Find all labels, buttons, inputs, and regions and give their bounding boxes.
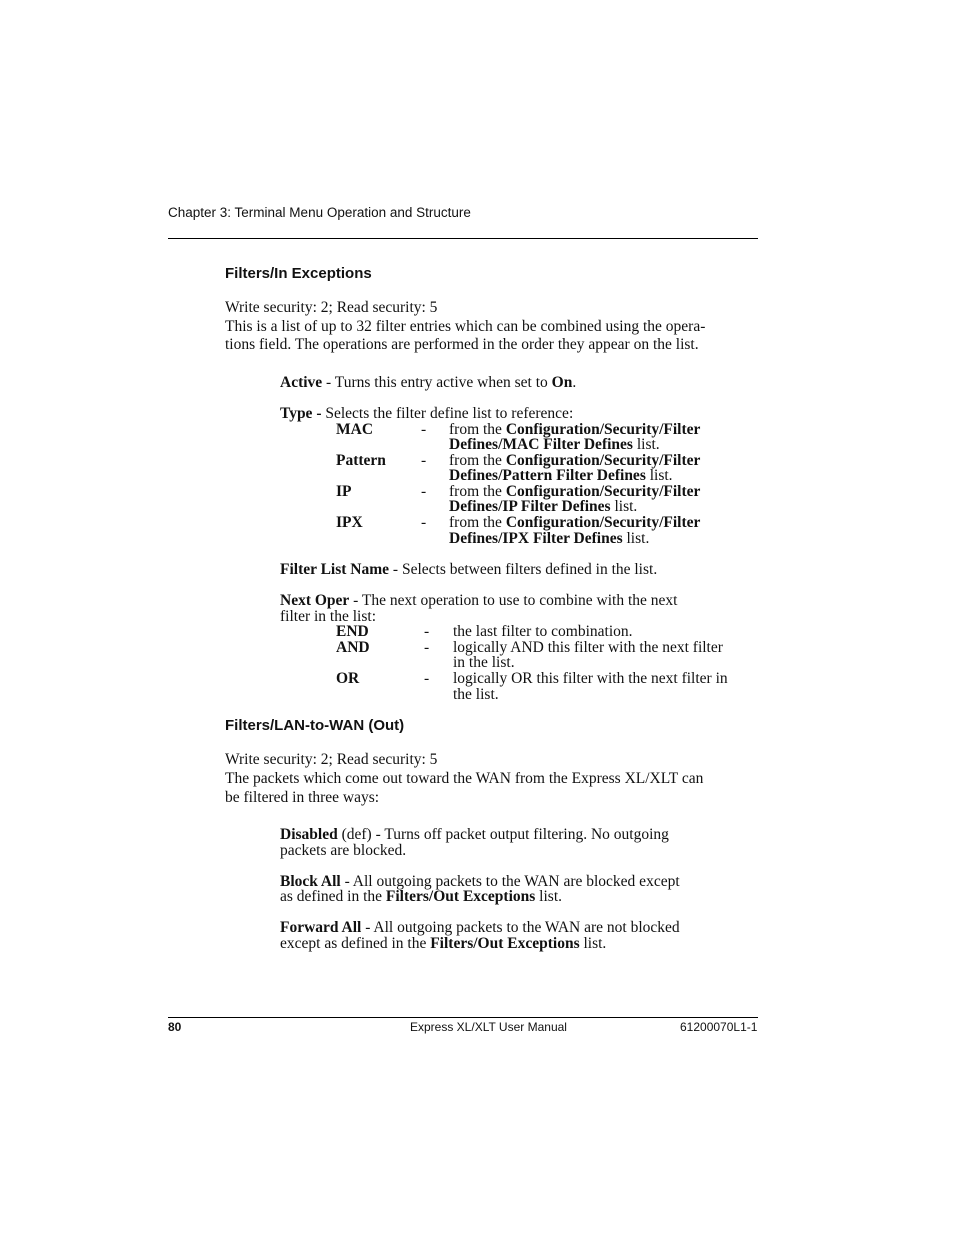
next-oper-term-or: OR	[336, 670, 360, 687]
forward-all-line2: except as defined in the Filters/Out Exceptions list.	[280, 935, 607, 952]
type-term-ipx: IPX	[336, 514, 363, 531]
next-oper-term-end: END	[336, 623, 369, 640]
footer-doc-id: 61200070L1-1	[680, 1020, 758, 1034]
section-heading-in-exceptions: Filters/In Exceptions	[225, 265, 372, 282]
intro-line-2: tions field. The operations are performed in the order they appear on the list.	[225, 336, 699, 353]
footer-rule	[168, 1017, 758, 1018]
next-oper-def-and-line1: logically AND this filter with the next filter	[453, 639, 723, 656]
security-line: Write security: 2; Read security: 5	[225, 751, 438, 768]
intro-line-1: This is a list of up to 32 filter entries which can be combined using the opera-	[225, 318, 706, 335]
footer-title: Express XL/XLT User Manual	[410, 1020, 567, 1034]
type-def-ipx-line2: Defines/IPX Filter Defines list.	[449, 530, 650, 547]
dash: -	[424, 639, 430, 656]
type-def-pattern-line1: from the Configuration/Security/Filter	[449, 452, 701, 469]
next-oper-line1: Next Oper - The next operation to use to combine with the next	[280, 592, 678, 609]
type-paragraph: Type - Selects the filter define list to reference:	[280, 405, 574, 422]
type-def-ip-line2: Defines/IP Filter Defines list.	[449, 498, 638, 515]
active-paragraph: Active - Turns this entry active when set to On.	[280, 374, 577, 391]
forward-all-line1: Forward All - All outgoing packets to the WAN are not blocked	[280, 919, 680, 936]
filter-list-name-paragraph: Filter List Name - Selects between filters defined in the list.	[280, 561, 658, 578]
type-term-ip: IP	[336, 483, 352, 500]
type-def-ipx-line1: from the Configuration/Security/Filter	[449, 514, 701, 531]
header-rule	[168, 238, 758, 239]
type-def-ip-line1: from the Configuration/Security/Filter	[449, 483, 701, 500]
next-oper-line2: filter in the list:	[280, 608, 376, 625]
block-all-line2: as defined in the Filters/Out Exceptions list.	[280, 888, 562, 905]
dash: -	[424, 670, 430, 687]
block-all-line1: Block All - All outgoing packets to the WAN are blocked except	[280, 873, 680, 890]
next-oper-def-or-line2: the list.	[453, 686, 499, 703]
section-heading-lan-to-wan: Filters/LAN-to-WAN (Out)	[225, 717, 405, 734]
dash: -	[421, 452, 427, 469]
running-header: Chapter 3: Terminal Menu Operation and Structure	[168, 205, 471, 220]
type-term-pattern: Pattern	[336, 452, 386, 469]
dash: -	[421, 421, 427, 438]
type-def-mac-line1: from the Configuration/Security/Filter	[449, 421, 701, 438]
next-oper-def-or-line1: logically OR this filter with the next filter in	[453, 670, 728, 687]
type-term-mac: MAC	[336, 421, 374, 438]
page-number: 80	[168, 1020, 182, 1034]
intro-line-1: The packets which come out toward the WAN from the Express XL/XLT can	[225, 770, 704, 787]
security-line: Write security: 2; Read security: 5	[225, 299, 438, 316]
next-oper-def-and-line2: in the list.	[453, 654, 515, 671]
disabled-line1: Disabled (def) - Turns off packet output filtering. No outgoing	[280, 826, 669, 843]
dash: -	[421, 514, 427, 531]
dash: -	[421, 483, 427, 500]
type-def-pattern-line2: Defines/Pattern Filter Defines list.	[449, 467, 673, 484]
dash: -	[424, 623, 430, 640]
next-oper-term-and: AND	[336, 639, 370, 656]
disabled-line2: packets are blocked.	[280, 842, 407, 859]
next-oper-def-end: the last filter to combination.	[453, 623, 633, 640]
intro-line-2: be filtered in three ways:	[225, 789, 380, 806]
type-def-mac-line2: Defines/MAC Filter Defines list.	[449, 436, 660, 453]
